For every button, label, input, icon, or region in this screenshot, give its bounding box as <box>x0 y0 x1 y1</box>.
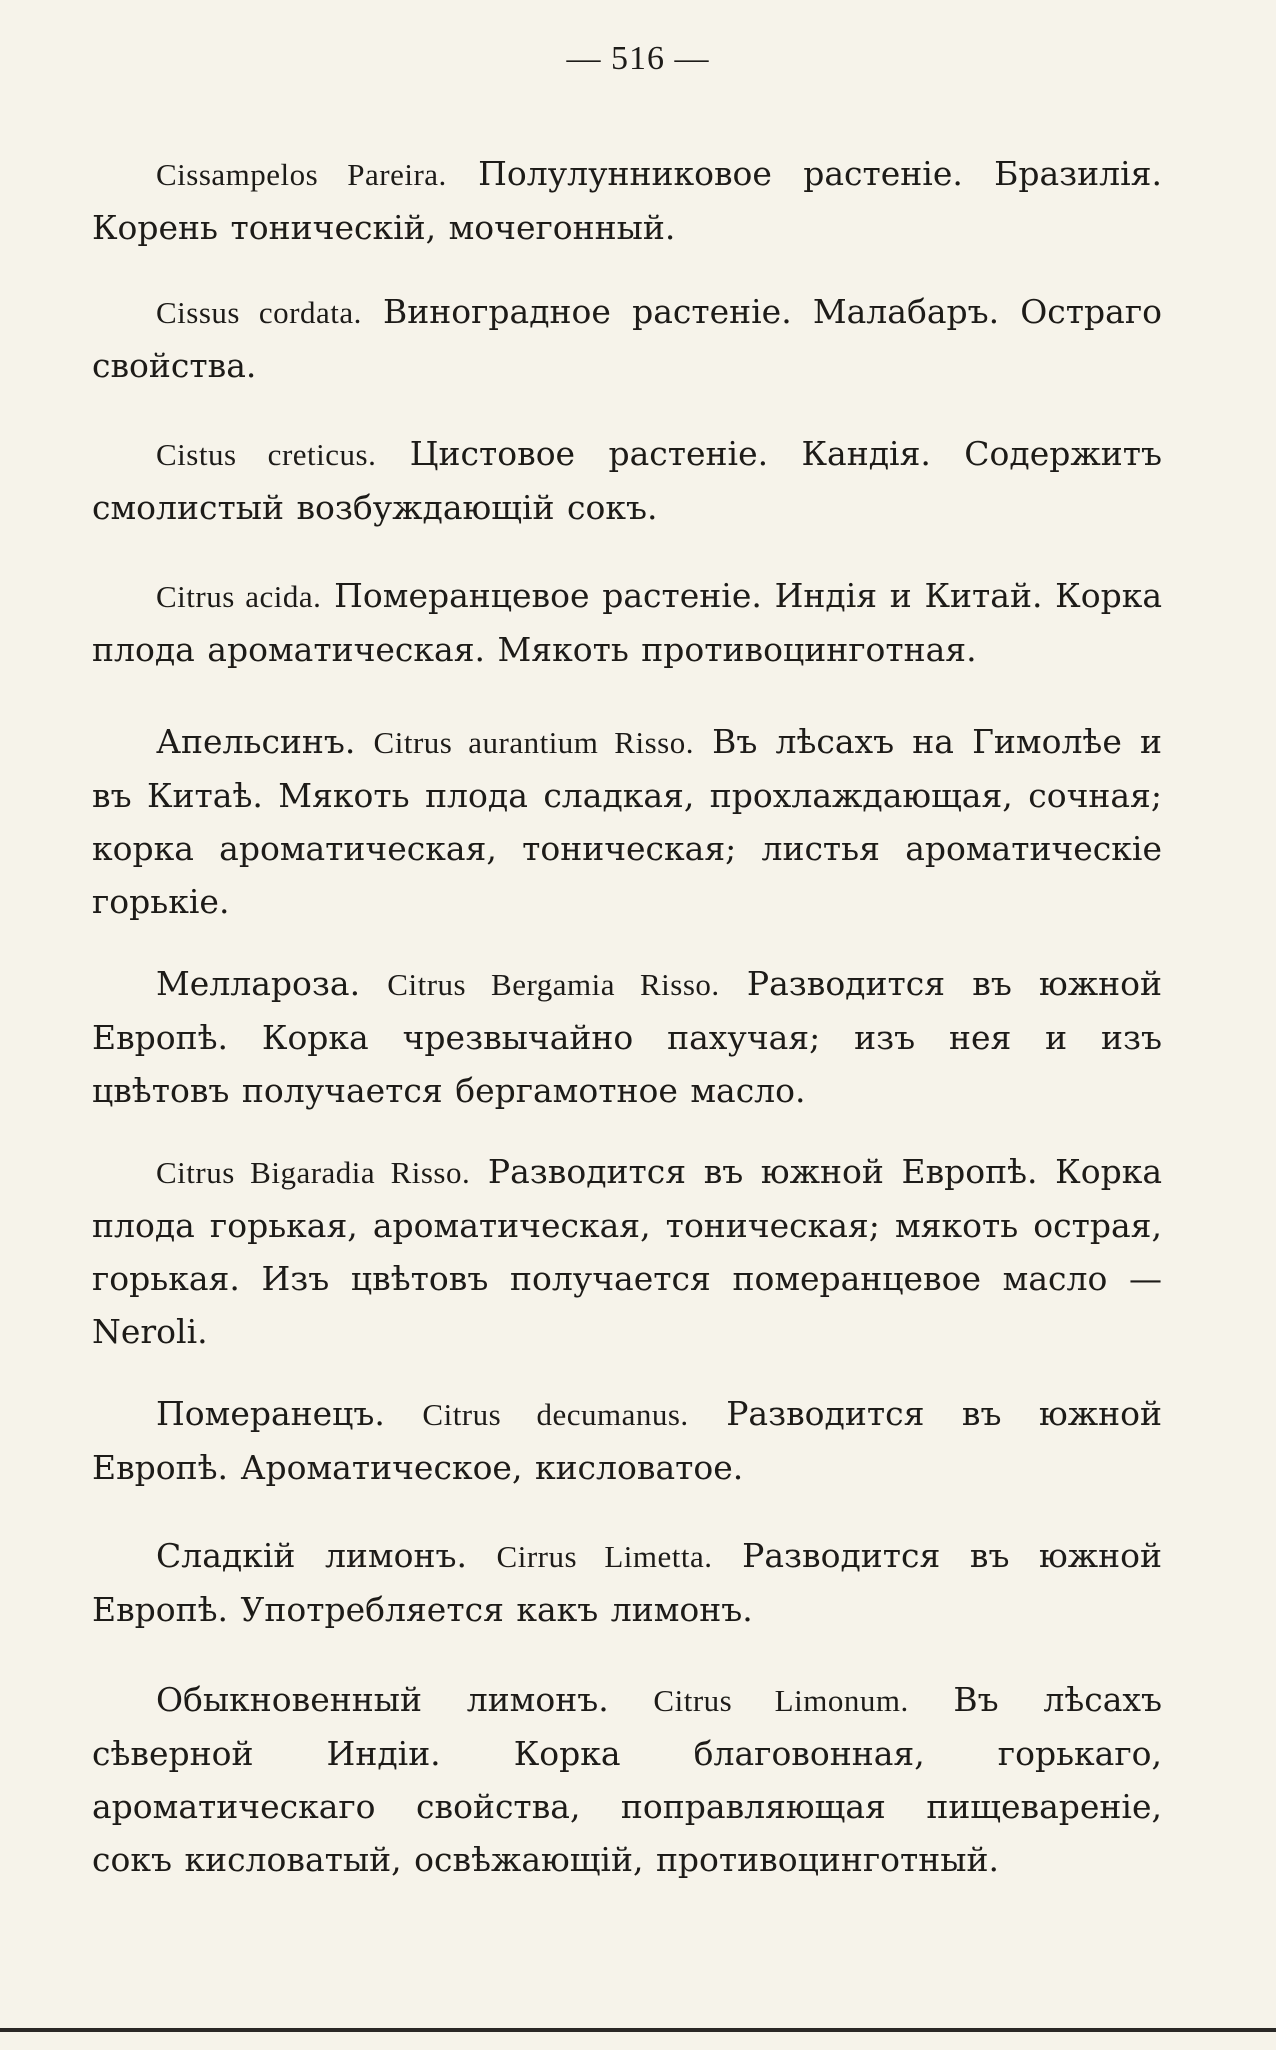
entry-text: Въ лѣсахъ на Гимолѣе и въ Китаѣ. Мякоть плода сладкая, прохлаждающая, сочная; корка ароматическая, тоническая; листья ароматическіе горькіе. <box>92 722 1162 921</box>
common-name: Сладкій лимонъ. <box>156 1536 467 1575</box>
entry-cistus <box>92 427 1162 534</box>
entry-text: Виноградное растеніе. Малабаръ. Остраго свойства. <box>92 292 1162 385</box>
entry-text: Разводится въ южной Европѣ. Корка чрезвычайно пахучая; изъ нея и изъ цвѣтовъ получается бергамотное масло. <box>92 964 1162 1110</box>
latin-name: Citrus acida. <box>156 579 322 614</box>
entry-sweet-lemon <box>92 1529 1162 1636</box>
entry-orange <box>92 715 1162 928</box>
latin-name: Citrus Bergamia Risso. <box>387 967 720 1002</box>
entry-mellarosa <box>92 957 1162 1117</box>
entry-text: Разводится въ южной Европѣ. Ароматическое, кисловатое. <box>92 1394 1162 1487</box>
latin-name: Citrus Limonum. <box>653 1683 909 1718</box>
latin-name: Cistus creticus. <box>156 437 377 472</box>
entry-text: Въ лѣсахъ сѣверной Индіи. Корка благовонная, горькаго, ароматическаго свойства, поправляющая пищевареніе, сокъ кисловатый, освѣжающій, противоцинготный. <box>92 1680 1162 1879</box>
common-name: Апельсинъ. <box>156 722 356 761</box>
latin-name: Cissus cordata. <box>156 295 362 330</box>
latin-name: Cissampelos Pareira. <box>156 157 447 192</box>
page-number: — 516 — <box>566 40 710 77</box>
latin-name: Cirrus Limetta. <box>496 1539 713 1574</box>
entry-bigaradia <box>92 1145 1162 1358</box>
entry-text: Полулунниковое растеніе. Бразилія. Корень тоническій, мочегонный. <box>92 154 1162 247</box>
entry-cissampelos <box>92 147 1162 254</box>
entry-text: Цистовое растеніе. Кандія. Содержитъ смолистый возбуждающій сокъ. <box>92 434 1162 527</box>
common-name: Обыкновенный лимонъ. <box>156 1680 609 1719</box>
entry-text: Разводится въ южной Европѣ. Корка плода горькая, ароматическая, тоническая; мякоть острая, горькая. Изъ цвѣтовъ получается померанцевое масло — Neroli. <box>92 1152 1162 1351</box>
common-name: Меллароза. <box>156 964 361 1003</box>
entry-pomeranets <box>92 1387 1162 1494</box>
entry-citrus-acida <box>92 569 1162 676</box>
bottom-edge-rule <box>0 2028 1276 2032</box>
entry-text: Померанцевое растеніе. Индія и Китай. Корка плода ароматическая. Мякоть противоцинготная. <box>92 576 1163 669</box>
entry-common-lemon <box>92 1673 1162 1886</box>
latin-name: Citrus decumanus. <box>422 1397 689 1432</box>
latin-name: Citrus Bigaradia Risso. <box>156 1155 471 1190</box>
entry-text: Разводится въ южной Европѣ. Употребляется какъ лимонъ. <box>92 1536 1162 1629</box>
common-name: Померанецъ. <box>156 1394 385 1433</box>
entry-cissus <box>92 285 1162 392</box>
latin-name: Citrus aurantium Risso. <box>373 725 694 760</box>
